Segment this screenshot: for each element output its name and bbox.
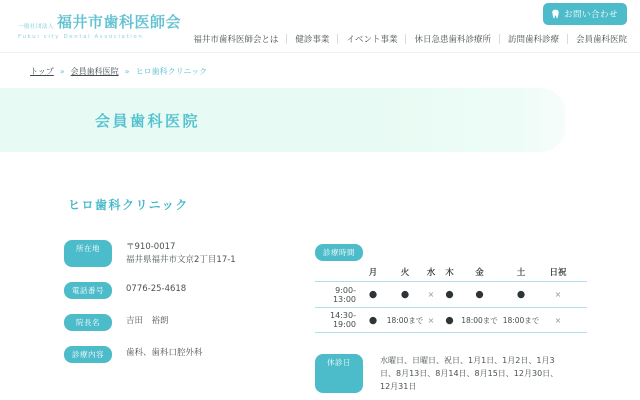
- hours-col-sun-holiday: 日祝: [549, 268, 567, 278]
- hours-col-wed: 水: [426, 268, 436, 278]
- hours-row-morning: [315, 281, 587, 307]
- nav-separator: [567, 34, 568, 44]
- breadcrumb-member-clinics[interactable]: 会員歯科医院: [70, 67, 119, 76]
- tooth-icon: [551, 9, 560, 19]
- nav-item-about[interactable]: 福井市歯科医師会とは: [193, 35, 279, 45]
- hours-row-afternoon: [315, 307, 587, 333]
- site-logo[interactable]: [18, 11, 181, 40]
- chevron-right-icon: »: [124, 67, 130, 76]
- site-header: [0, 0, 640, 53]
- hours-cell: ●: [516, 289, 526, 300]
- hours-cell: 18:00まで: [461, 315, 498, 325]
- detail-row-address: [64, 240, 309, 267]
- closed-label-badge: 休診日: [315, 354, 363, 393]
- nav-separator: [286, 34, 287, 44]
- breadcrumb-home[interactable]: トップ: [30, 67, 54, 76]
- time-range: 14:30-19:00: [330, 311, 356, 329]
- logo-title: 福井市歯科医師会: [57, 13, 182, 31]
- hours-cell: ●: [400, 289, 410, 300]
- detail-row-phone: [64, 282, 309, 299]
- clinic-details: [64, 240, 309, 378]
- nav-item-events[interactable]: イベント事業: [346, 35, 398, 45]
- phone-number: 0776-25-4618: [126, 284, 187, 294]
- contact-button[interactable]: [543, 3, 627, 25]
- hours-cell: ●: [445, 289, 454, 300]
- detail-row-director: [64, 314, 309, 331]
- closed-days-text: 水曜日、日曜日、祝日、1月1日、1月2日、1月3日、8月13日、8月14日、8月15日、12月30日、12月31日: [380, 356, 559, 391]
- services-label-badge: 診療内容: [64, 346, 112, 363]
- hours-table: [315, 263, 587, 333]
- hours-cell: ●: [368, 289, 378, 300]
- hours-section: [315, 240, 587, 393]
- nav-item-checkup[interactable]: 健診事業: [295, 35, 330, 45]
- main-nav: [193, 33, 627, 45]
- detail-row-services: [64, 346, 309, 363]
- hours-cell: ×: [427, 290, 435, 299]
- time-range: 9:00-13:00: [332, 285, 356, 304]
- breadcrumb: [30, 66, 207, 77]
- address-text: 福井県福井市文京2丁目17-1: [126, 255, 236, 265]
- page-title: 会員歯科医院: [95, 111, 201, 130]
- services-text: 歯科、歯科口腔外科: [126, 348, 203, 358]
- clinic-name: ヒロ歯科クリニック: [68, 198, 189, 212]
- contact-button-label: お問い合わせ: [563, 10, 618, 20]
- hours-col-fri: 金: [475, 268, 484, 278]
- director-name: 吉田 裕朗: [126, 316, 169, 326]
- nav-item-member-clinics[interactable]: 会員歯科医院: [575, 35, 627, 45]
- nav-item-holiday-emergency[interactable]: 休日急患歯科診療所: [414, 35, 491, 45]
- hours-col-tue: 火: [400, 268, 410, 278]
- address-label-badge: 所在地: [64, 240, 112, 267]
- breadcrumb-current: ヒロ歯科クリニック: [135, 67, 208, 76]
- chevron-right-icon: »: [59, 67, 65, 76]
- hours-cell: ×: [554, 290, 562, 299]
- hours-cell: 18:00まで: [502, 315, 540, 325]
- logo-corp-type: 一般社団法人: [18, 24, 55, 30]
- hours-col-sat: 土: [516, 268, 526, 278]
- postal-code: 〒910-0017: [126, 242, 176, 252]
- hours-cell: ×: [554, 315, 562, 325]
- nav-separator: [499, 34, 500, 44]
- hours-header-row: [315, 263, 587, 281]
- hours-label-badge: 診療時間: [315, 244, 363, 261]
- phone-label-badge: 電話番号: [64, 282, 112, 299]
- hours-col-thu: 木: [445, 268, 454, 278]
- hours-col-mon: 月: [368, 268, 378, 278]
- nav-separator: [337, 34, 338, 44]
- page-banner: [0, 88, 566, 152]
- hours-cell: ●: [445, 314, 454, 326]
- hours-cell: ●: [475, 289, 484, 300]
- logo-subtitle: Fukui city Dental Association: [18, 34, 144, 40]
- hours-cell: ×: [427, 315, 435, 325]
- hours-cell: ●: [368, 314, 378, 326]
- director-label-badge: 院長名: [64, 314, 112, 331]
- nav-separator: [405, 34, 406, 44]
- closed-days-section: [315, 354, 587, 393]
- hours-cell: 18:00まで: [386, 315, 424, 325]
- nav-item-visiting-care[interactable]: 訪問歯科診療: [507, 35, 559, 45]
